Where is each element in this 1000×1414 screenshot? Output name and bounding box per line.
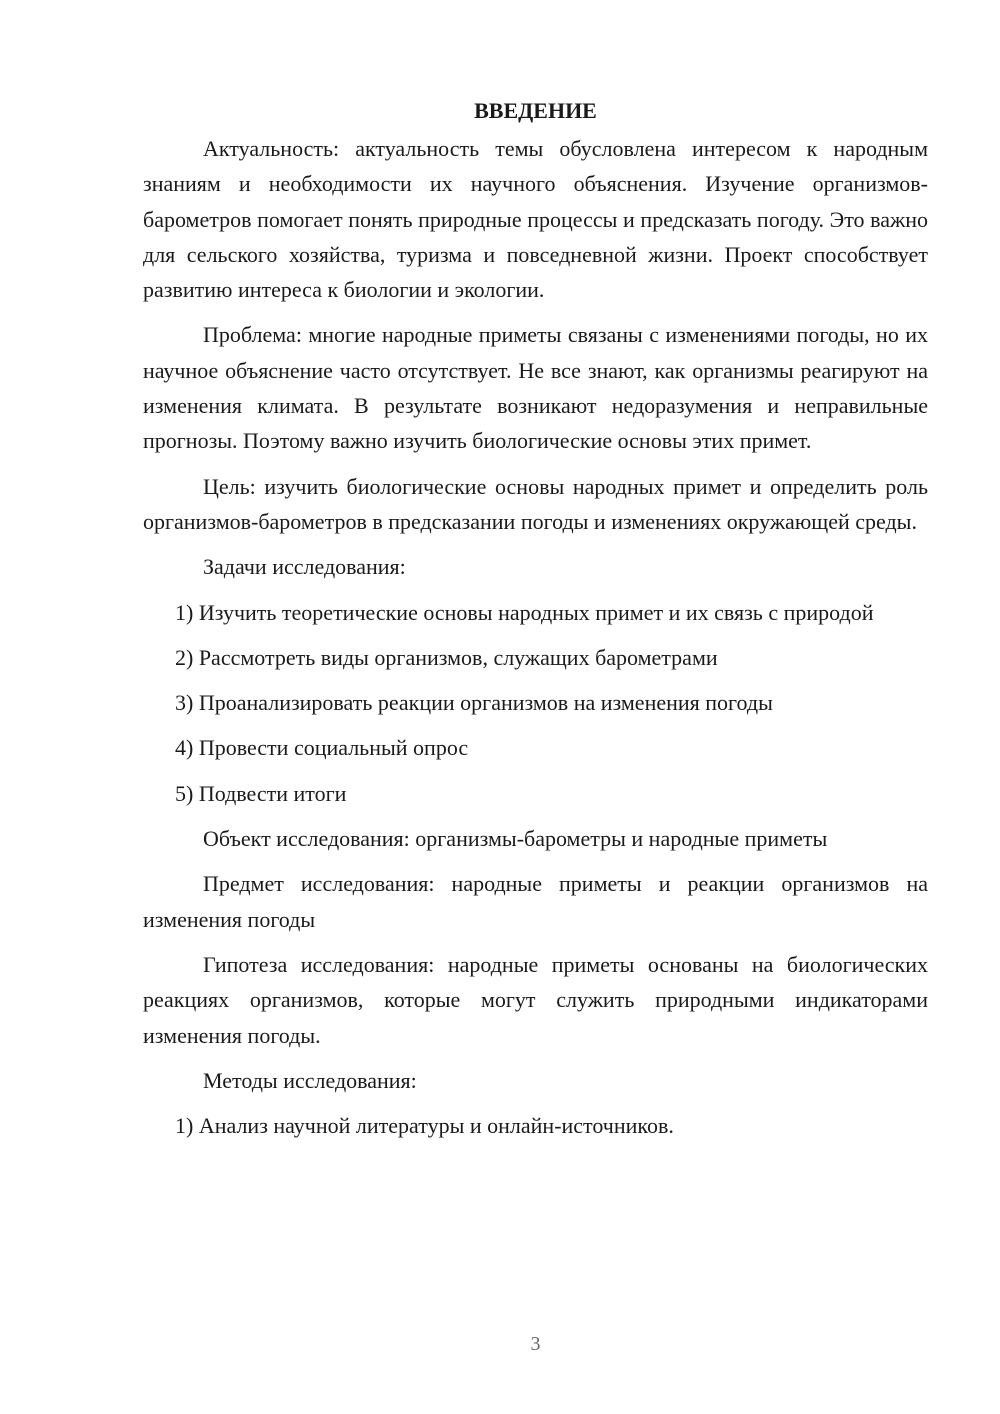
- hypothesis-paragraph: Гипотеза исследования: народные приметы основаны на биологических реакциях организмов, которые могут служить природными индикаторами изменения погоды.: [143, 951, 928, 1048]
- page-number: 3: [530, 1333, 541, 1355]
- subject-paragraph: Предмет исследования: народные приметы и реакции организмов на изменения погоды: [143, 871, 928, 932]
- task-item: 3) Проанализировать реакции организмов на изменения погоды: [175, 690, 773, 716]
- method-item: 1) Анализ научной литературы и онлайн-источников.: [175, 1113, 674, 1139]
- tasks-title: Задачи исследования:: [203, 554, 406, 580]
- goal-paragraph: Цель: изучить биологические основы народных примет и определить роль организмов-барометров в предсказании погоды и изменениях окружающей среды.: [143, 473, 928, 534]
- task-item: 5) Подвести итоги: [175, 780, 347, 806]
- problem-paragraph: Проблема: многие народные приметы связаны с изменениями погоды, но их научное объяснение часто отсутствует. Не все знают, как организмы реагируют на изменения климата. В результате возникают недоразумения и неправильные прогнозы. Поэтому важно изучить биологические основы этих примет.: [143, 322, 928, 454]
- section-heading: ВВЕДЕНИЕ: [474, 98, 597, 123]
- task-item: 4) Провести социальный опрос: [175, 735, 469, 761]
- task-item: 2) Рассмотреть виды организмов, служащих барометрами: [175, 644, 718, 670]
- object-paragraph: Объект исследования: организмы-барометры и народные приметы: [203, 826, 828, 852]
- relevance-paragraph: Актуальность: актуальность темы обусловлена интересом к народным знаниям и необходимости их научного объяснения. Изучение организмов-барометров помогает понять природные процессы и предсказать погоду. Это важно для сельского хозяйства, туризма и повседневной жизни. Проект способствует развитию интереса к биологии и экологии.: [143, 136, 928, 303]
- page-content: [143, 95, 928, 1153]
- methods-title: Методы исследования:: [203, 1067, 417, 1093]
- task-item: 1) Изучить теоретические основы народных примет и их связь с природой: [175, 599, 874, 625]
